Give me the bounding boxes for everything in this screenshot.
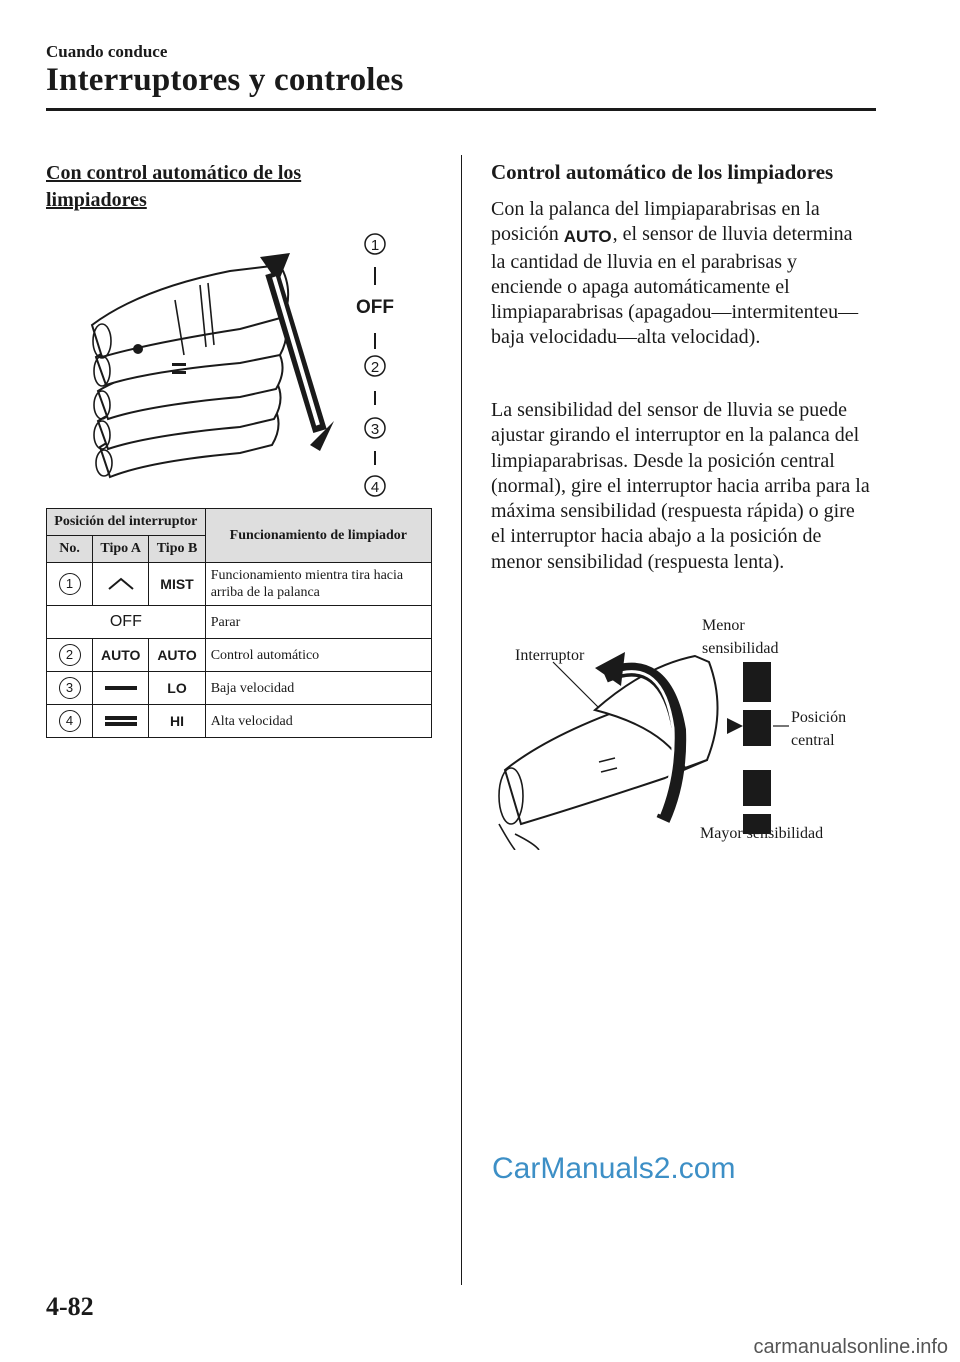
row-number: 1 xyxy=(47,563,93,606)
off-position: OFF xyxy=(47,606,206,639)
row-number: 2 xyxy=(47,639,93,672)
title-divider xyxy=(46,108,876,111)
type-b-hi: HI xyxy=(149,705,205,738)
interruptor-label: Interruptor xyxy=(515,647,585,664)
watermark: CarManuals2.com xyxy=(492,1152,736,1185)
mayor-sensibilidad-label: Mayor sensibilidad xyxy=(700,825,824,842)
type-a-auto: AUTO xyxy=(93,639,149,672)
row-description: Funcionamiento mientra tira hacia arriba de la palanca xyxy=(205,563,431,606)
type-b-mist: MIST xyxy=(149,563,205,606)
double-bar-icon xyxy=(93,705,149,738)
switch-position-table xyxy=(46,508,432,738)
table-row xyxy=(47,563,432,606)
left-section-heading: Con control automático de los limpiadores xyxy=(46,162,302,211)
right-section-heading: Control automático de los limpiadores xyxy=(491,160,834,184)
row-description: Control automático xyxy=(205,639,431,672)
row-number: 3 xyxy=(47,672,93,705)
svg-text:4: 4 xyxy=(370,479,380,496)
page-number: 4-82 xyxy=(46,1292,94,1321)
row-description: Baja velocidad xyxy=(205,672,431,705)
header-type-a: Tipo A xyxy=(93,536,149,563)
column-divider xyxy=(461,155,462,1285)
footer-site: carmanualsonline.info xyxy=(753,1336,948,1358)
type-b-auto: AUTO xyxy=(149,639,205,672)
single-bar-icon xyxy=(93,672,149,705)
header-type-b: Tipo B xyxy=(149,536,205,563)
header-function: Funcionamiento de limpiador xyxy=(205,509,431,563)
menor-sensibilidad-label: Menor sensibilidad xyxy=(702,617,779,657)
position-off-marker: OFF xyxy=(356,297,394,318)
position-4-marker xyxy=(365,476,385,496)
position-3-marker xyxy=(365,418,385,438)
svg-text:1: 1 xyxy=(370,237,380,254)
section-label: Cuando conduce xyxy=(46,42,168,61)
row-description: Parar xyxy=(205,606,431,639)
header-position: Posición del interruptor xyxy=(47,509,206,536)
type-b-lo: LO xyxy=(149,672,205,705)
page-title: Interruptores y controles xyxy=(46,62,404,98)
table-row xyxy=(47,672,432,705)
header-no: No. xyxy=(47,536,93,563)
table-row xyxy=(47,705,432,738)
auto-mark: AUTO xyxy=(563,227,612,247)
row-description: Alta velocidad xyxy=(205,705,431,738)
row-number: 4 xyxy=(47,705,93,738)
position-1-marker xyxy=(365,234,385,254)
wiper-lever-positions-figure xyxy=(80,225,410,505)
svg-text:2: 2 xyxy=(370,359,380,376)
sensitivity-paragraph: La sensibilidad del sensor de lluvia se puede ajustar girando el interruptor en la palanca del limpiaparabrisas. Desde la posición central (normal), gire el interruptor hacia arriba para la máxima sensibilidad (respuesta rápida) o gire el interruptor hacia abajo a la posición de menor sensibilidad (respuesta lenta). xyxy=(491,399,870,573)
auto-control-paragraph: Con la palanca del limpiaparabrisas en la posición AUTO, el sensor de lluvia determina la cantidad de lluvia en el parabrisas y enciende o apaga automáticamente el limpiaparabrisas (apagadou—intermitenteu—baja velocidadu—alta velocidad). xyxy=(491,198,859,349)
mist-arc-icon xyxy=(93,563,149,606)
sensitivity-scale xyxy=(727,662,771,834)
position-2-marker xyxy=(365,356,385,376)
table-row xyxy=(47,606,432,639)
table-row xyxy=(47,639,432,672)
svg-text:3: 3 xyxy=(370,421,380,438)
posicion-central-label: Posición central xyxy=(791,709,847,749)
